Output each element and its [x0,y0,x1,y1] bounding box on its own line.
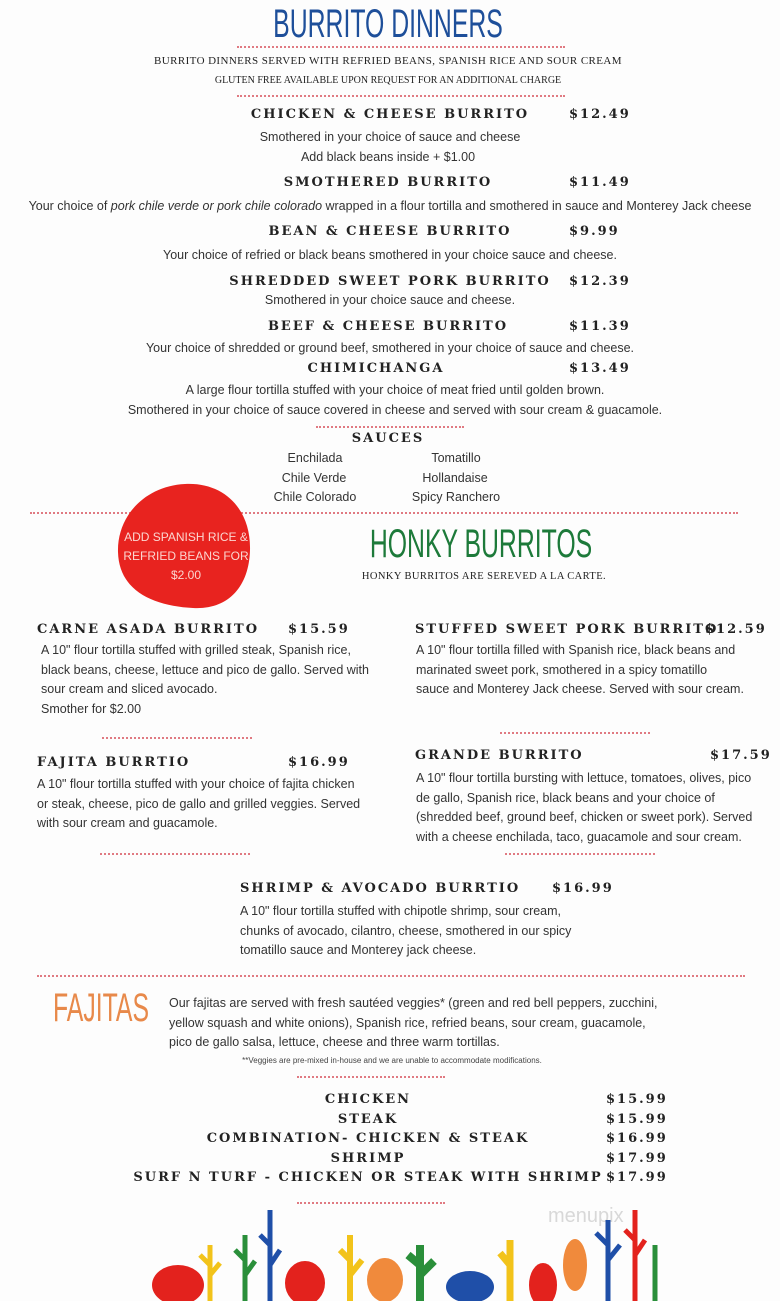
watermark: menupix [548,1205,624,1227]
fajita-price: $15.99 [606,1112,668,1127]
desc-line: de gallo, Spanish rice, black beans and your choice of [416,790,715,805]
item-price: $11.39 [569,319,631,334]
dotted-divider [100,853,250,855]
item-desc [240,902,571,961]
item-name: FAJITA BURRTIO [37,755,191,770]
item-price: $11.49 [569,175,631,190]
item-price: $16.99 [552,881,614,896]
dotted-divider [297,1076,445,1078]
fajita-name: SHRIMP [330,1151,406,1166]
promo-line: REFRIED BEANS FOR [123,549,249,563]
sauce-item: Hollandaise [422,471,488,485]
item-desc [416,769,752,847]
dotted-divider [237,46,565,48]
desc-line: sour cream and sliced avocado. [41,682,218,697]
desc-line: Smother for $2.00 [41,701,142,716]
sauce-item: Chile Verde [281,471,347,485]
promo-badge-text [123,528,248,585]
dotted-divider [297,1202,445,1204]
desc-line: pico de gallo salsa, lettuce, cheese and three warm tortillas. [169,1035,500,1050]
desc-line: A 10" flour tortilla bursting with lettuce, tomatoes, olives, pico [416,771,752,785]
desc-line: with a cheese enchilada, taco, guacamole and sour cream. [416,829,742,844]
dotted-divider [237,95,565,97]
fajita-name: CHICKEN [324,1092,412,1107]
dotted-divider [316,426,464,428]
desc-emphasis: pork chile verde or pork chile colorado [110,199,323,213]
desc-text: wrapped in a flour tortilla and smothered in sauce and Monterey Jack cheese [322,199,752,213]
item-price: $13.49 [569,361,631,376]
item-price: $12.39 [569,274,631,289]
desc-line: marinated sweet pork, smothered in a spicy tomatillo [416,662,708,677]
item-desc: A large flour tortilla stuffed with your choice of meat fried until golden brown. [185,383,605,397]
item-price: $15.59 [288,622,350,637]
fajita-price: $15.99 [606,1092,668,1107]
fajitas-desc [169,994,657,1053]
item-desc [29,197,752,217]
fajita-price: $17.99 [606,1151,668,1166]
sauce-item: Spicy Ranchero [411,490,501,504]
item-name: CHICKEN & CHEESE BURRITO [250,107,530,122]
desc-line: A 10" flour tortilla stuffed with chipotle shrimp, sour cream, [240,904,562,918]
item-desc [37,775,360,834]
promo-line: $2.00 [170,568,202,582]
item-desc: Smothered in your choice of sauce and cheese [259,130,521,144]
desc-line: A 10" flour tortilla filled with Spanish rice, black beans and [416,643,736,657]
dotted-divider [505,853,655,855]
item-name: SHREDDED SWEET PORK BURRITO [229,274,551,289]
dotted-divider [500,732,650,734]
item-name: BEAN & CHEESE BURRITO [268,224,512,239]
item-name: SHRIMP & AVOCADO BURRTIO [240,881,521,896]
dotted-divider [102,737,252,739]
item-name: STUFFED SWEET PORK BURRITO [415,622,719,637]
item-price: $16.99 [288,755,350,770]
item-desc [41,641,369,719]
fajita-name: STEAK [337,1112,399,1127]
sauces-title: SAUCES [351,431,425,446]
item-name: GRANDE BURRITO [415,748,584,763]
desc-line: sauce and Monterey Jack cheese. Served with sour cream. [416,682,744,697]
desc-line: A 10" flour tortilla stuffed with grilled steak, Spanish rice, [41,643,351,657]
item-name: BEEF & CHEESE BURRITO [267,319,509,334]
fajitas-note: **Veggies are pre-mixed in-house and we are unable to accommodate modifications. [242,1056,542,1065]
desc-line: chunks of avocado, cilantro, cheese, smothered in our spicy [240,923,572,938]
desc-line: tomatillo sauce and Monterey jack cheese. [240,943,477,958]
desc-line: or steak, cheese, pico de gallo and grilled veggies. Served [37,796,361,811]
section-subtitle: BURRITO DINNERS SERVED WITH REFRIED BEANS, SPANISH RICE AND SOUR CREAM [154,55,622,67]
desc-line: yellow squash and white onions), Spanish rice, refried beans, sour cream, guacamole, [169,1015,646,1030]
item-name: SMOTHERED BURRITO [283,175,493,190]
fajita-name: SURF N TURF - CHICKEN OR STEAK WITH SHRIMP [133,1170,603,1185]
item-name: CHIMICHANGA [307,361,445,376]
promo-line: ADD SPANISH RICE & [124,530,248,544]
section-title-fajitas: FAJITAS [52,986,150,1030]
desc-line: black beans, cheese, lettuce and pico de gallo. Served with [41,662,369,677]
section-subtitle: HONKY BURRITOS ARE SEREVED A LA CARTE. [361,571,607,582]
cactus-icon [152,1210,655,1301]
dotted-divider [37,975,745,977]
item-name: CARNE ASADA BURRITO [37,622,260,637]
desc-line: (shredded beef, ground beef, chicken or sweet pork). Served [416,810,753,825]
item-desc: Your choice of refried or black beans smothered in your choice sauce and cheese. [163,248,617,262]
item-price: $9.99 [569,224,620,239]
item-desc: Smothered in your choice sauce and cheese. [264,293,516,307]
desc-line: with sour cream and guacamole. [37,816,218,831]
section-title-burrito-dinners: BURRITO DINNERS [273,2,503,46]
item-desc: Smothered in your choice of sauce covered in cheese and served with sour cream & guacamole. [127,403,663,417]
sauce-item: Tomatillo [431,451,481,465]
fajita-name: COMBINATION- CHICKEN & STEAK [206,1131,530,1146]
desc-line: A 10" flour tortilla stuffed with your choice of fajita chicken [37,777,355,791]
sauce-item: Enchilada [287,451,343,465]
desc-line: Our fajitas are served with fresh sautéed veggies* (green and red bell peppers, zucchini, [169,996,658,1010]
item-desc: Your choice of shredded or ground beef, smothered in your choice of sauce and cheese. [145,341,635,355]
fajita-price: $17.99 [606,1170,668,1185]
item-desc: Add black beans inside + $1.00 [300,150,476,164]
desc-text: Your choice of [28,199,111,213]
fajita-price: $16.99 [606,1131,668,1146]
item-desc [416,641,744,700]
gluten-note: GLUTEN FREE AVAILABLE UPON REQUEST FOR AN ADDITIONAL CHARGE [214,75,562,86]
item-price: $17.59 [710,748,772,763]
section-title-honky-burritos: HONKY BURRITOS [369,522,593,566]
sauce-item: Chile Colorado [273,490,357,504]
item-price: $12.49 [569,107,631,122]
cactus-illustration [150,1205,670,1301]
item-price: $12.59 [705,622,767,637]
